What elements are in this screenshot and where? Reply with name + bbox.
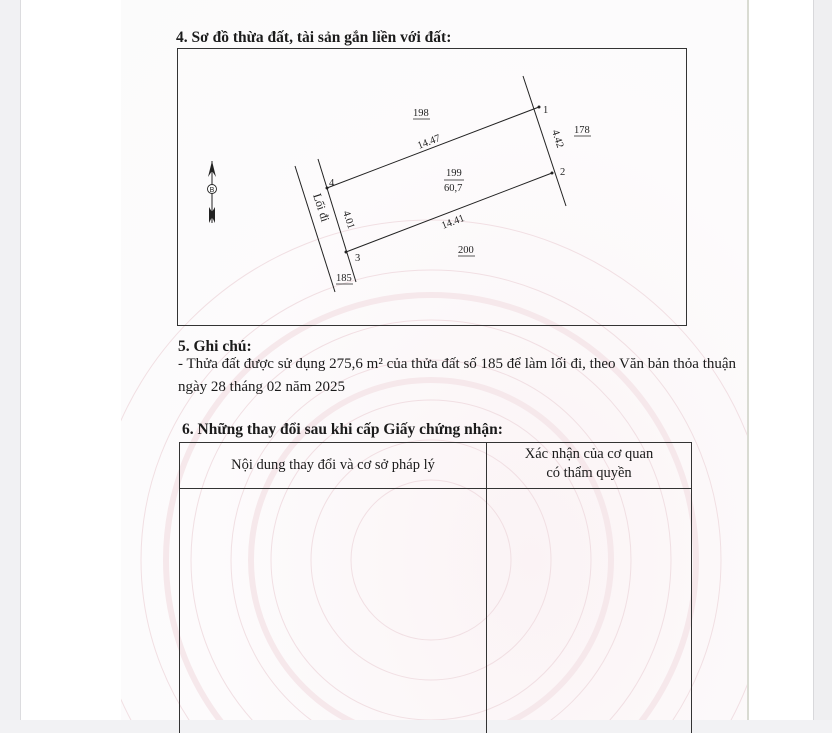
path-label: Lối đi — [310, 191, 333, 224]
north-arrow-icon — [208, 161, 217, 223]
section-6-title: 6. Những thay đổi sau khi cấp Giấy chứng nhận: — [182, 421, 503, 438]
svg-text:178: 178 — [574, 125, 590, 136]
section-4-title: 4. Sơ đồ thừa đất, tài sản gắn liền với đất: — [176, 29, 452, 46]
svg-text:14.47: 14.47 — [416, 133, 443, 152]
svg-text:200: 200 — [458, 245, 474, 256]
note-line-2: ngày 28 tháng 02 năm 2025 — [178, 379, 346, 395]
viewer-right-scrollbar[interactable] — [813, 0, 832, 720]
svg-text:1: 1 — [543, 105, 549, 116]
svg-text:2: 2 — [560, 167, 566, 178]
svg-text:B: B — [209, 187, 215, 194]
document-page — [21, 0, 813, 720]
certificate-paper — [121, 0, 749, 720]
authority-confirmation-cell — [487, 490, 691, 730]
land-plot-diagram — [177, 48, 687, 326]
svg-text:185: 185 — [336, 273, 352, 284]
svg-text:4.01: 4.01 — [340, 209, 357, 231]
header-authority-confirmation-1: Xác nhận của cơ quan — [524, 446, 654, 462]
note-line-1: - Thửa đất được sử dụng 275,6 m² của thửa đất số 185 để làm lối đi, theo Văn bản thỏa thuận — [178, 356, 737, 372]
svg-text:198: 198 — [413, 108, 429, 119]
svg-text:199: 199 — [446, 168, 462, 179]
plot-drawing — [178, 49, 686, 325]
header-authority-confirmation-2: có thẩm quyền — [546, 465, 632, 481]
svg-text:4.42: 4.42 — [549, 128, 566, 150]
svg-text:14.41: 14.41 — [440, 213, 467, 232]
svg-text:4: 4 — [329, 178, 335, 189]
changes-table — [179, 442, 692, 733]
viewer-left-margin — [0, 0, 21, 720]
header-change-content: Nội dung thay đổi và cơ sở pháp lý — [231, 457, 435, 473]
svg-text:3: 3 — [355, 253, 361, 264]
svg-text:60,7: 60,7 — [444, 183, 463, 194]
section-5-title: 5. Ghi chú: — [178, 338, 252, 355]
change-content-cell — [180, 490, 486, 730]
